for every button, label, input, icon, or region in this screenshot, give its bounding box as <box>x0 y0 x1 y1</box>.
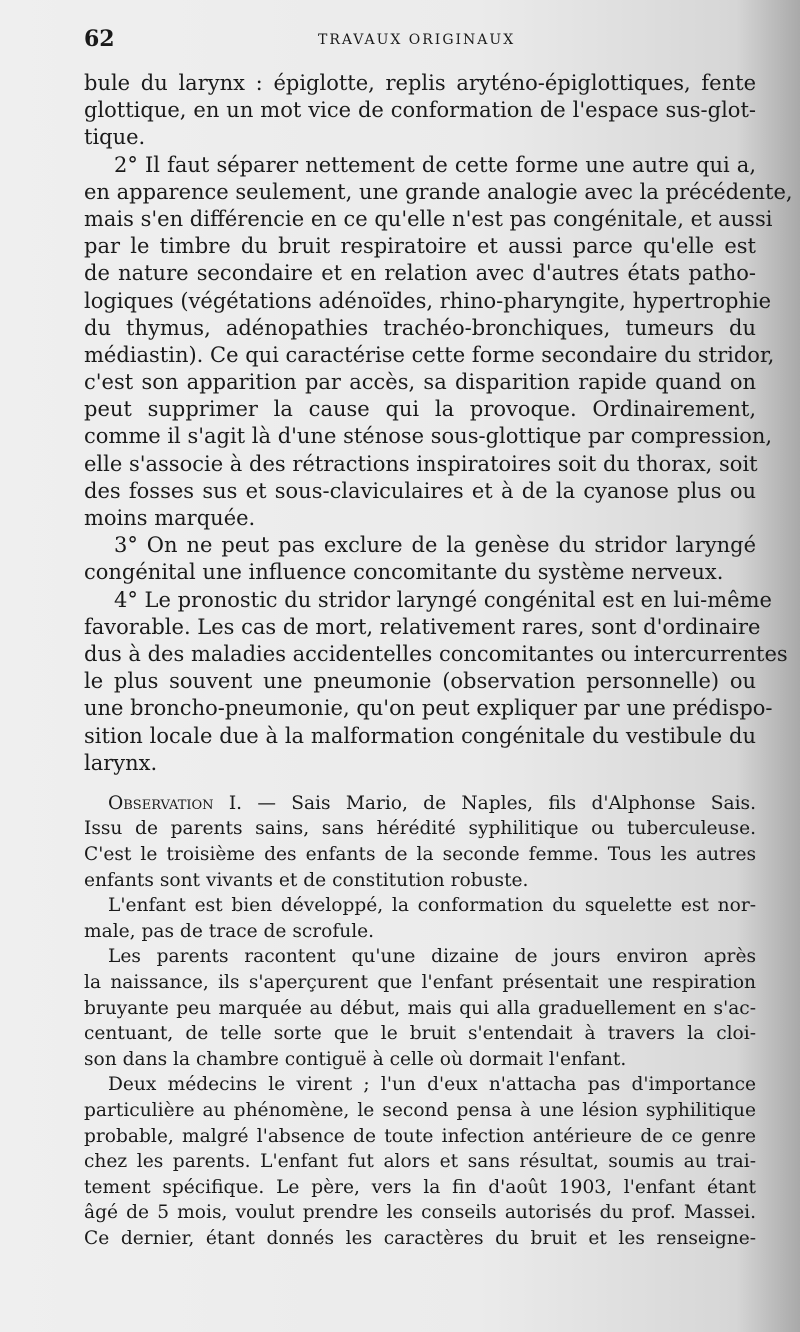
text-line: dus à des maladies accidentelles concomitantes ou intercurrentes <box>84 641 788 666</box>
text-line: en apparence seulement, une grande analogie avec la précédente, <box>84 179 793 204</box>
main-paragraphs <box>84 70 793 777</box>
text-line: bruyante peu marquée au début, mais qui alla graduellement en s'ac- <box>84 997 756 1019</box>
body-text <box>84 70 793 1252</box>
text-line: congénital une influence concomitante du système nerveux. <box>84 560 724 585</box>
text-line: sition locale due à la malformation congénitale du vestibule du <box>84 723 756 748</box>
text-line: Deux médecins le virent ; l'un d'eux n'attacha pas d'importance <box>108 1074 756 1096</box>
text-line: c'est son apparition par accès, sa disparition rapide quand on <box>84 370 756 395</box>
text-line: comme il s'agit là d'une sténose sous-glottique par compression, <box>84 424 773 449</box>
text-line: la naissance, ils s'aperçurent que l'enfant présentait une respiration <box>84 972 756 994</box>
text-line: 3° On ne peut pas exclure de la genèse du stridor laryngé <box>114 533 756 558</box>
text-line: probable, malgré l'absence de toute infection antérieure de ce genre <box>84 1125 756 1147</box>
text-line: larynx. <box>84 750 158 775</box>
text-line: favorable. Les cas de mort, relativement rares, sont d'ordinaire <box>84 614 761 639</box>
text-line: peut supprimer la cause qui la provoque. Ordinairement, <box>84 397 756 422</box>
observation-label: Observation I. <box>108 792 243 814</box>
text-line: L'enfant est bien développé, la conformation du squelette est nor- <box>108 895 756 917</box>
text-line: 2° Il faut séparer nettement de cette forme une autre qui a, <box>114 152 756 177</box>
text-line: son dans la chambre contiguë à celle où dormait l'enfant. <box>84 1048 627 1070</box>
observation-intro: — Sais Mario, de Naples, fils d'Alphonse Sais. <box>242 792 756 814</box>
text-line: logiques (végétations adénoïdes, rhino-pharyngite, hypertrophie <box>84 288 772 313</box>
page-number: 62 <box>84 26 115 52</box>
text-line: enfants sont vivants et de constitution robuste. <box>84 869 529 891</box>
running-head: TRAVAUX ORIGINAUX <box>318 32 516 48</box>
text-line: particulière au phénomène, le second pensa à une lésion syphilitique <box>84 1100 756 1121</box>
text-line: 4° Le pronostic du stridor laryngé congénital est en lui-même <box>114 587 772 612</box>
text-line: une broncho-pneumonie, qu'on peut expliquer par une prédispo- <box>84 696 773 721</box>
text-line: male, pas de trace de scrofule. <box>84 920 375 942</box>
text-line: âgé de 5 mois, voulut prendre les conseils autorisés du prof. Massei. <box>84 1202 756 1224</box>
text-line: du thymus, adénopathies trachéo-bronchiques, tumeurs du <box>84 315 756 340</box>
text-line: Les parents racontent qu'une dizaine de jours environ après <box>108 946 756 968</box>
text-line: Ce dernier, étant donnés les caractères du bruit et les renseigne- <box>84 1227 756 1249</box>
observation-heading-line <box>84 791 756 817</box>
text-line: médiastin). Ce qui caractérise cette forme secondaire du stridor, <box>84 342 775 367</box>
text-line: le plus souvent une pneumonie (observation personnelle) ou <box>84 669 756 694</box>
page-header <box>84 26 756 56</box>
text-line: tique. <box>84 125 146 150</box>
text-line: glottique, en un mot vice de conformation de l'espace sus-glot- <box>84 98 756 123</box>
observation-block <box>84 791 756 1252</box>
text-line: de nature secondaire et en relation avec d'autres états patho- <box>84 261 756 286</box>
text-line: Issu de parents sains, sans hérédité syphilitique ou tuberculeuse. <box>84 818 756 840</box>
text-line: mais s'en différencie en ce qu'elle n'est pas congénitale, et aussi <box>84 206 773 231</box>
text-line: centuant, de telle sorte que le bruit s'entendait à travers la cloi- <box>84 1023 756 1045</box>
text-line: moins marquée. <box>84 506 256 530</box>
text-line: tement spécifique. Le père, vers la fin d'août 1903, l'enfant étant <box>84 1176 756 1198</box>
text-line: des fosses sus et sous-claviculaires et à de la cyanose plus ou <box>84 478 756 503</box>
text-line: par le timbre du bruit respiratoire et aussi parce qu'elle est <box>84 234 756 259</box>
text-line: C'est le troisième des enfants de la seconde femme. Tous les autres <box>84 844 756 866</box>
text-line: chez les parents. L'enfant fut alors et sans résultat, soumis au trai- <box>84 1151 756 1173</box>
text-line: elle s'associe à des rétractions inspiratoires soit du thorax, soit <box>84 451 758 476</box>
text-line: bule du larynx : épiglotte, replis aryténo-épiglottiques, fente <box>84 71 756 95</box>
